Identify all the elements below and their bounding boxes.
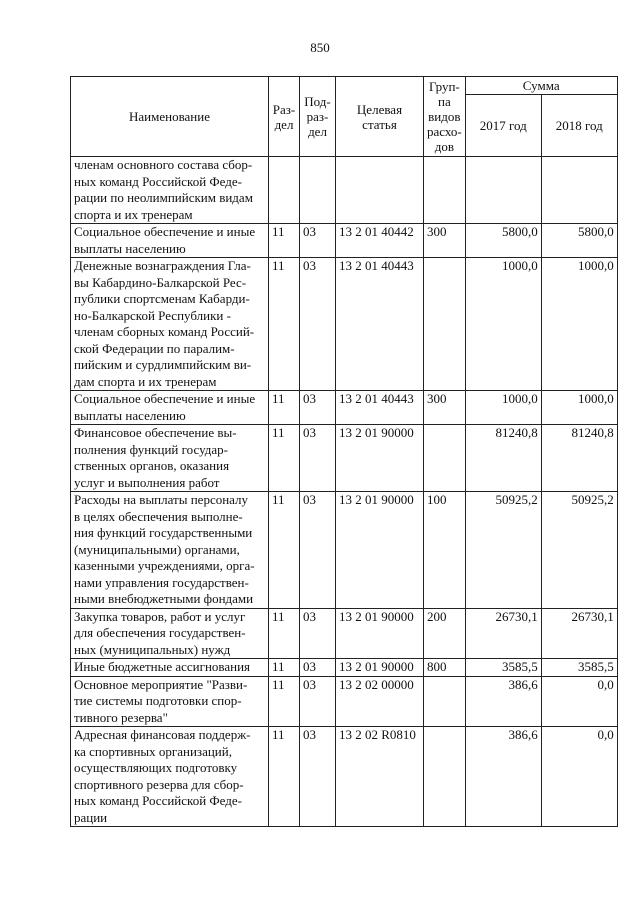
cell-name-line: Иные бюджетные ассигнования	[74, 659, 251, 674]
cell-name-line: Адресная финансовая поддерж-	[74, 727, 251, 742]
header-year-2017: 2017 год	[465, 95, 541, 157]
header-name: Наименование	[71, 77, 269, 157]
cell-group	[424, 727, 466, 827]
cell-name-line: Социальное обеспечение и иные	[74, 391, 256, 406]
cell-sum-2018: 3585,5	[541, 659, 617, 677]
cell-target	[336, 157, 424, 224]
cell-name	[71, 676, 269, 727]
cell-section: 11	[269, 659, 300, 677]
cell-name-line: спортивного резерва для сбор-	[74, 776, 244, 792]
cell-name	[71, 659, 269, 677]
cell-name-line: Денежные вознаграждения Гла-	[74, 258, 251, 273]
cell-sum-2017: 81240,8	[465, 425, 541, 492]
cell-name-line: дам спорта и их тренерам	[74, 373, 217, 389]
cell-name-line: ственных органов, оказания	[74, 458, 230, 473]
cell-sum-2018: 50925,2	[541, 492, 617, 609]
header-target	[336, 77, 424, 157]
cell-name	[71, 157, 269, 224]
cell-target: 13 2 01 90000	[336, 425, 424, 492]
cell-group: 300	[424, 391, 466, 425]
header-group-line: расхо-	[427, 124, 462, 139]
table-row	[71, 608, 618, 659]
cell-sum-2017: 1000,0	[465, 391, 541, 425]
cell-name-line: ской Федерации по паралим-	[74, 340, 235, 356]
cell-name	[71, 727, 269, 827]
cell-name-line: ния функций государственными	[74, 525, 253, 540]
cell-name-line: но-Балкарской Республики -	[74, 307, 231, 323]
header-group-line: Груп-	[428, 79, 460, 94]
cell-name-line: рации	[74, 809, 108, 825]
cell-target: 13 2 02 R0810	[336, 727, 424, 827]
cell-sum-2017: 3585,5	[465, 659, 541, 677]
cell-name	[71, 492, 269, 609]
cell-name-line: полнения функций государ-	[74, 441, 228, 457]
cell-target: 13 2 02 00000	[336, 676, 424, 727]
cell-group	[424, 258, 466, 391]
header-subsection	[300, 77, 336, 157]
cell-target: 13 2 01 40443	[336, 258, 424, 391]
cell-section: 11	[269, 224, 300, 258]
cell-sum-2018: 0,0	[541, 727, 617, 827]
cell-subsection: 03	[300, 659, 336, 677]
cell-target: 13 2 01 90000	[336, 608, 424, 659]
cell-target: 13 2 01 90000	[336, 659, 424, 677]
cell-name-line: казенными учреждениями, орга-	[74, 558, 255, 573]
cell-section: 11	[269, 608, 300, 659]
cell-section: 11	[269, 492, 300, 609]
cell-group	[424, 676, 466, 727]
cell-name-line: выплаты населению	[74, 407, 186, 423]
cell-group: 300	[424, 224, 466, 258]
header-group-line: видов	[428, 109, 461, 124]
budget-table	[70, 76, 618, 827]
cell-name	[71, 425, 269, 492]
cell-group: 100	[424, 492, 466, 609]
page-number: 850	[310, 40, 330, 55]
table-row	[71, 676, 618, 727]
cell-name	[71, 258, 269, 391]
header-section-line: дел	[274, 116, 294, 132]
table-row	[71, 391, 618, 425]
cell-name-line: Основное мероприятие "Разви-	[74, 676, 248, 692]
cell-section: 11	[269, 258, 300, 391]
header-subsection-line: раз-	[306, 109, 329, 124]
table-row	[71, 425, 618, 492]
cell-group: 200	[424, 608, 466, 659]
cell-subsection: 03	[300, 391, 336, 425]
cell-sum-2018: 1000,0	[541, 258, 617, 391]
cell-sum-2017	[465, 157, 541, 224]
cell-name-line: тивного резерва"	[74, 709, 168, 725]
cell-target: 13 2 01 40442	[336, 224, 424, 258]
cell-section: 11	[269, 391, 300, 425]
cell-name-line: ных команд Российской Федe-	[74, 173, 242, 189]
cell-subsection	[300, 157, 336, 224]
cell-target: 13 2 01 40443	[336, 391, 424, 425]
header-section	[269, 77, 300, 157]
cell-section	[269, 157, 300, 224]
cell-name-line: членам сборных команд Россий-	[74, 324, 255, 339]
cell-sum-2018: 5800,0	[541, 224, 617, 258]
cell-name-line: вы Кабардино-Балкарской Рес-	[74, 274, 247, 290]
cell-name-line: рации по неолимпийским видам	[74, 190, 253, 205]
cell-name-line: услуг и выполнения работ	[74, 474, 220, 490]
cell-name-line: членам основного состава сбор-	[74, 157, 253, 172]
table-row	[71, 727, 618, 827]
cell-group	[424, 157, 466, 224]
cell-name-line: Финансовое обеспечение вы-	[74, 425, 237, 440]
table-header	[71, 77, 618, 157]
table-row	[71, 492, 618, 609]
header-target-line: статья	[362, 116, 397, 132]
cell-name-line: спорта и их тренерам	[74, 206, 193, 222]
cell-name-line: ных (муниципальных) нужд	[74, 641, 231, 657]
cell-subsection: 03	[300, 492, 336, 609]
cell-name-line: для обеспечения государствен-	[74, 625, 246, 640]
cell-name-line: выплаты населению	[74, 240, 186, 256]
cell-subsection: 03	[300, 258, 336, 391]
cell-sum-2017: 1000,0	[465, 258, 541, 391]
header-group	[424, 77, 466, 157]
cell-target: 13 2 01 90000	[336, 492, 424, 609]
cell-subsection: 03	[300, 224, 336, 258]
cell-group: 800	[424, 659, 466, 677]
cell-subsection: 03	[300, 676, 336, 727]
cell-sum-2018	[541, 157, 617, 224]
cell-subsection: 03	[300, 727, 336, 827]
cell-sum-2017: 5800,0	[465, 224, 541, 258]
header-sum: Сумма	[465, 77, 617, 95]
header-year-2018: 2018 год	[541, 95, 617, 157]
cell-name-line: тие системы подготовки спор-	[74, 693, 242, 708]
cell-name	[71, 391, 269, 425]
cell-sum-2017: 50925,2	[465, 492, 541, 609]
header-section-line: Раз-	[272, 101, 296, 117]
cell-name-line: (муниципальными) органами,	[74, 541, 240, 557]
cell-subsection: 03	[300, 425, 336, 492]
cell-sum-2018: 26730,1	[541, 608, 617, 659]
header-subsection-line: Под-	[304, 94, 331, 109]
cell-name-line: Расходы на выплаты персоналу	[74, 492, 249, 507]
cell-name-line: осуществляющих подготовку	[74, 760, 238, 775]
table-row	[71, 258, 618, 391]
header-target-line: Целевая	[356, 101, 403, 117]
header-subsection-line: дел	[308, 124, 327, 139]
cell-section: 11	[269, 425, 300, 492]
cell-name-line: ка спортивных организаций,	[74, 743, 232, 759]
cell-section: 11	[269, 676, 300, 727]
table-body	[71, 157, 618, 827]
cell-sum-2018: 1000,0	[541, 391, 617, 425]
cell-name-line: Социальное обеспечение и иные	[74, 224, 256, 239]
cell-group	[424, 425, 466, 492]
cell-name-line: в целях обеспечения выполне-	[74, 508, 243, 524]
cell-name-line: нами управления государствен-	[74, 574, 249, 590]
table-row	[71, 224, 618, 258]
cell-name-line: Закупка товаров, работ и услуг	[74, 608, 246, 624]
header-group-line: дов	[434, 139, 454, 154]
cell-section: 11	[269, 727, 300, 827]
cell-name-line: ными внебюджетными фондами	[74, 591, 254, 606]
cell-name	[71, 608, 269, 659]
header-group-line: па	[437, 94, 451, 109]
cell-sum-2018: 81240,8	[541, 425, 617, 492]
cell-name-line: пийским и сурдлимпийским ви-	[74, 357, 252, 372]
cell-name	[71, 224, 269, 258]
cell-sum-2018: 0,0	[541, 676, 617, 727]
cell-subsection: 03	[300, 608, 336, 659]
table-row	[71, 157, 618, 224]
cell-name-line: ных команд Российской Феде-	[74, 793, 242, 808]
cell-name-line: публики спортсменам Кабарди-	[74, 291, 250, 306]
table-row	[71, 659, 618, 677]
cell-sum-2017: 386,6	[465, 676, 541, 727]
cell-sum-2017: 386,6	[465, 727, 541, 827]
cell-sum-2017: 26730,1	[465, 608, 541, 659]
